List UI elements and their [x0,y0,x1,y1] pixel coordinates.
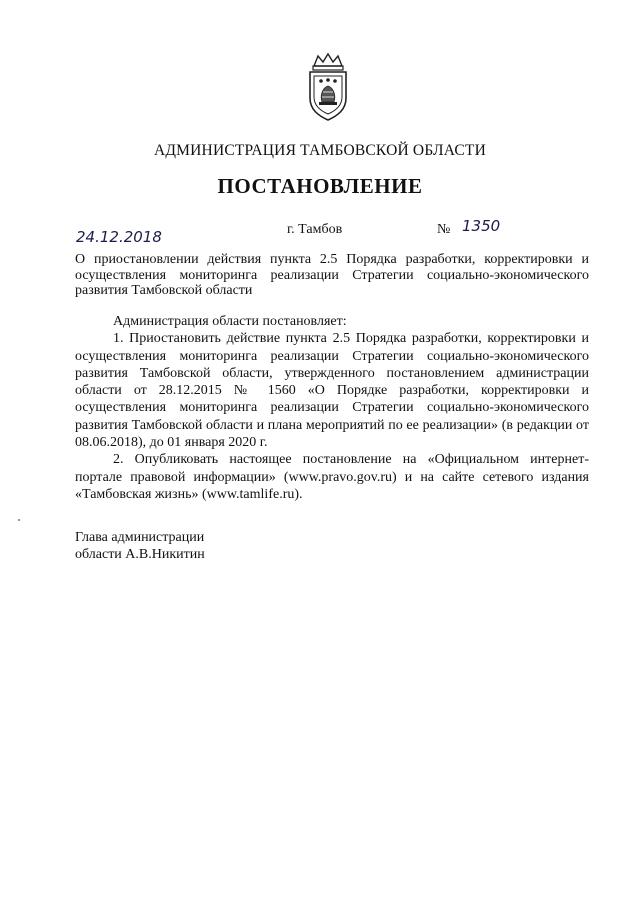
document-number-label: № [437,222,451,237]
coat-of-arms-icon [296,52,360,122]
document-type-title: ПОСТАНОВЛЕНИЕ [217,174,423,198]
body-item: 1. Приостановить действие пункта 2.5 Порядка разработки, корректировки и осуществления мониторинга реализации Стратегии социально-экономического развития Тамбовской области, утвержденного постановлением администрации области от 28.12.2015 № 1560 «О Порядке разработки, корректировки и осуществления мониторинга реализации Стратегии социально-экономического развития Тамбовской области и плана мероприятий по ее реализации» (в редакции от 08.06.2018), до 01 января 2020 г. [75,331,589,451]
document-city: г. Тамбов [287,222,343,237]
signature-block [75,529,205,563]
signature-title: Глава администрации [75,530,205,545]
organization-title: АДМИНИСТРАЦИЯ ТАМБОВСКОЙ ОБЛАСТИ [154,142,486,159]
document-subject: О приостановлении действия пункта 2.5 Порядка разработки, корректировки и осуществления мониторинга реализации Стратегии социально-экономического развития Тамбовской области [75,252,589,298]
document-body [75,313,589,503]
signature-name: области А.В.Никитин [75,547,205,562]
scan-mark [18,519,20,521]
document-date: 24.12.2018 [76,228,162,246]
body-item: 2. Опубликовать настоящее постановление на «Официальном интернет-портале правовой информации» (www.pravo.gov.ru) и на сайте сетевого издания «Тамбовская жизнь» (www.tamlife.ru). [75,452,589,502]
document-number: 1350 [462,217,501,235]
body-lead: Администрация области постановляет: [113,314,347,329]
